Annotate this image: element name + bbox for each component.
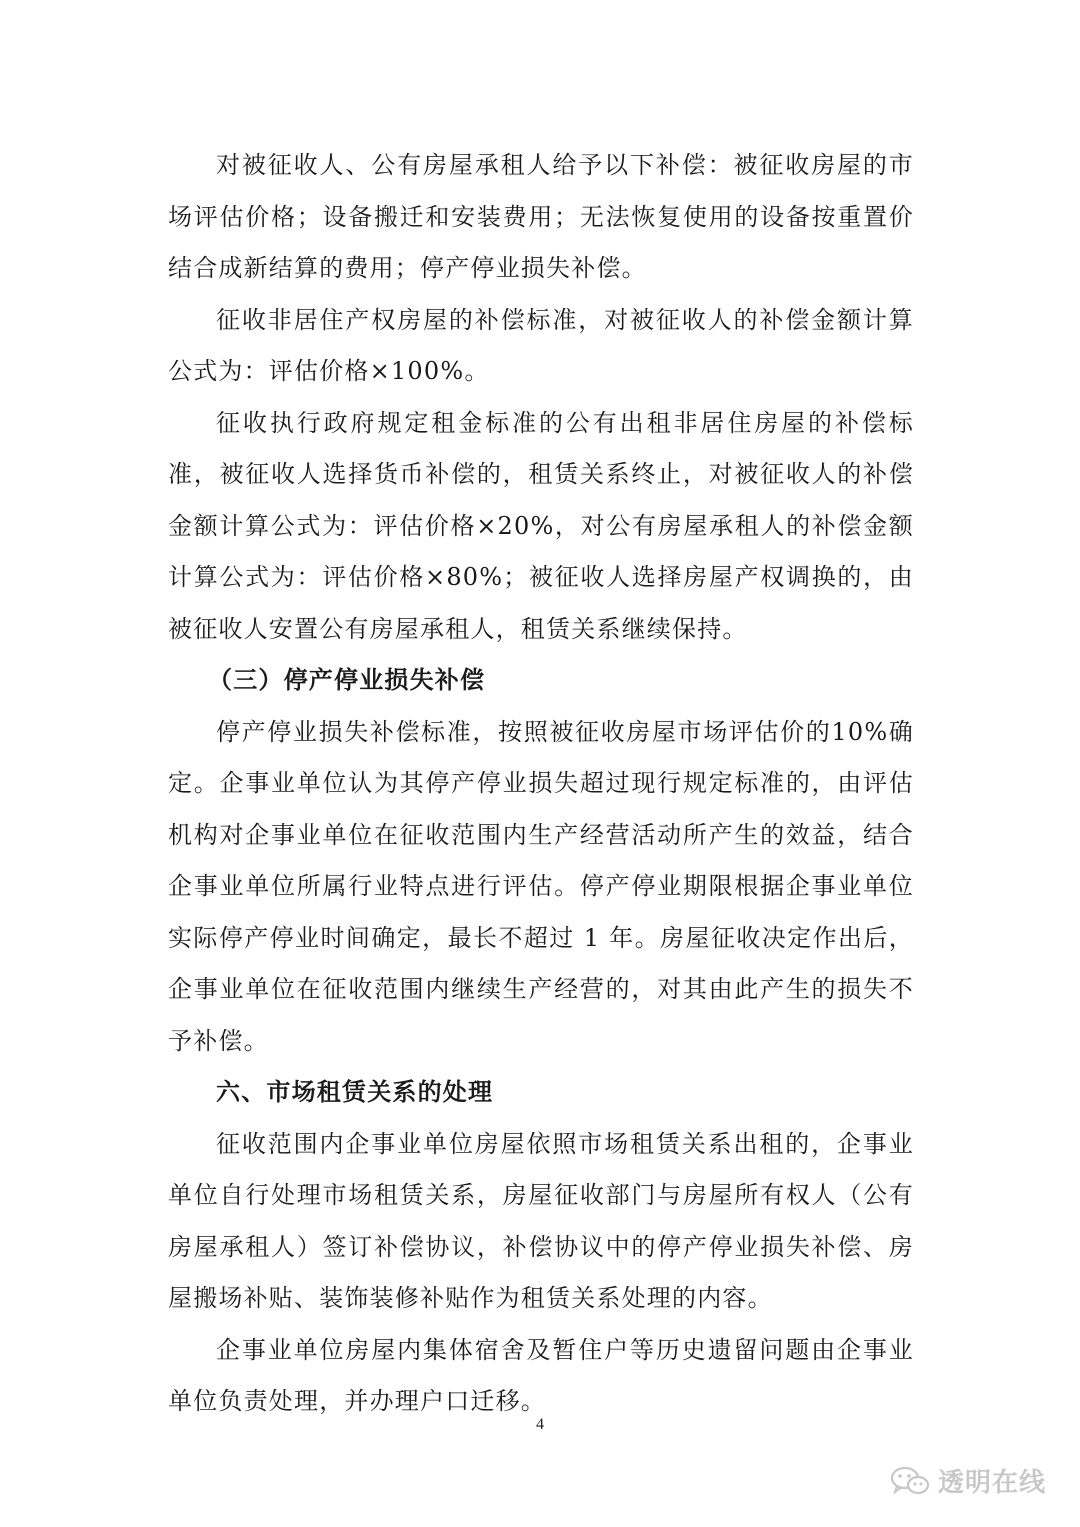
paragraph-non-residential-standard: 征收非居住产权房屋的补偿标准，对被征收人的补偿金额计算公式为：评估价格×100%。	[168, 305, 914, 385]
paragraph-dormitory: 企事业单位房屋内集体宿舍及暂住户等历史遗留问题由企事业单位负责处理，并办理户口迁移。	[168, 1335, 914, 1415]
section-heading-suspension-loss: （三）停产停业损失补偿	[208, 666, 486, 694]
paragraph-public-rental-standard: 征收执行政府规定租金标准的公有出租非居住房屋的补偿标准，被征收人选择货币补偿的，租赁关系终止，对被征收人的补偿金额计算公式为：评估价格×20%，对公有房屋承租人的补偿金额计算公式为：评估价格×80%；被征收人选择房屋产权调换的，由被征收人安置公有房屋承租人，租赁关系继续保持。	[168, 408, 914, 643]
document-body	[168, 140, 914, 1428]
section-heading-market-lease: 六、市场租赁关系的处理	[216, 1078, 494, 1106]
paragraph-market-lease: 征收范围内企事业单位房屋依照市场租赁关系出租的，企事业单位自行处理市场租赁关系，房屋征收部门与房屋所有权人（公有房屋承租人）签订补偿协议，补偿协议中的停产停业损失补偿、房屋搬场补贴、装饰装修补贴作为租赁关系处理的内容。	[168, 1129, 914, 1312]
page-number: 4	[536, 1416, 544, 1433]
paragraph-suspension-loss: 停产停业损失补偿标准，按照被征收房屋市场评估价的10%确定。企事业单位认为其停产停业损失超过现行规定标准的，由评估机构对企事业单位在征收范围内生产经营活动所产生的效益，结合企事业单位所属行业特点进行评估。停产停业期限根据企事业单位实际停产停业时间确定，最长不超过 1 年。房屋征收决定作出后，企事业单位在征收范围内继续生产经营的，对其由此产生的损失不予补偿。	[168, 717, 914, 1055]
paragraph-compensation-items: 对被征收人、公有房屋承租人给予以下补偿：被征收房屋的市场评估价格；设备搬迁和安装费用；无法恢复使用的设备按重置价结合成新结算的费用；停产停业损失补偿。	[168, 151, 914, 282]
watermark	[890, 1462, 1046, 1499]
wechat-icon	[890, 1466, 930, 1496]
watermark-text: 透明在线	[937, 1468, 1046, 1498]
